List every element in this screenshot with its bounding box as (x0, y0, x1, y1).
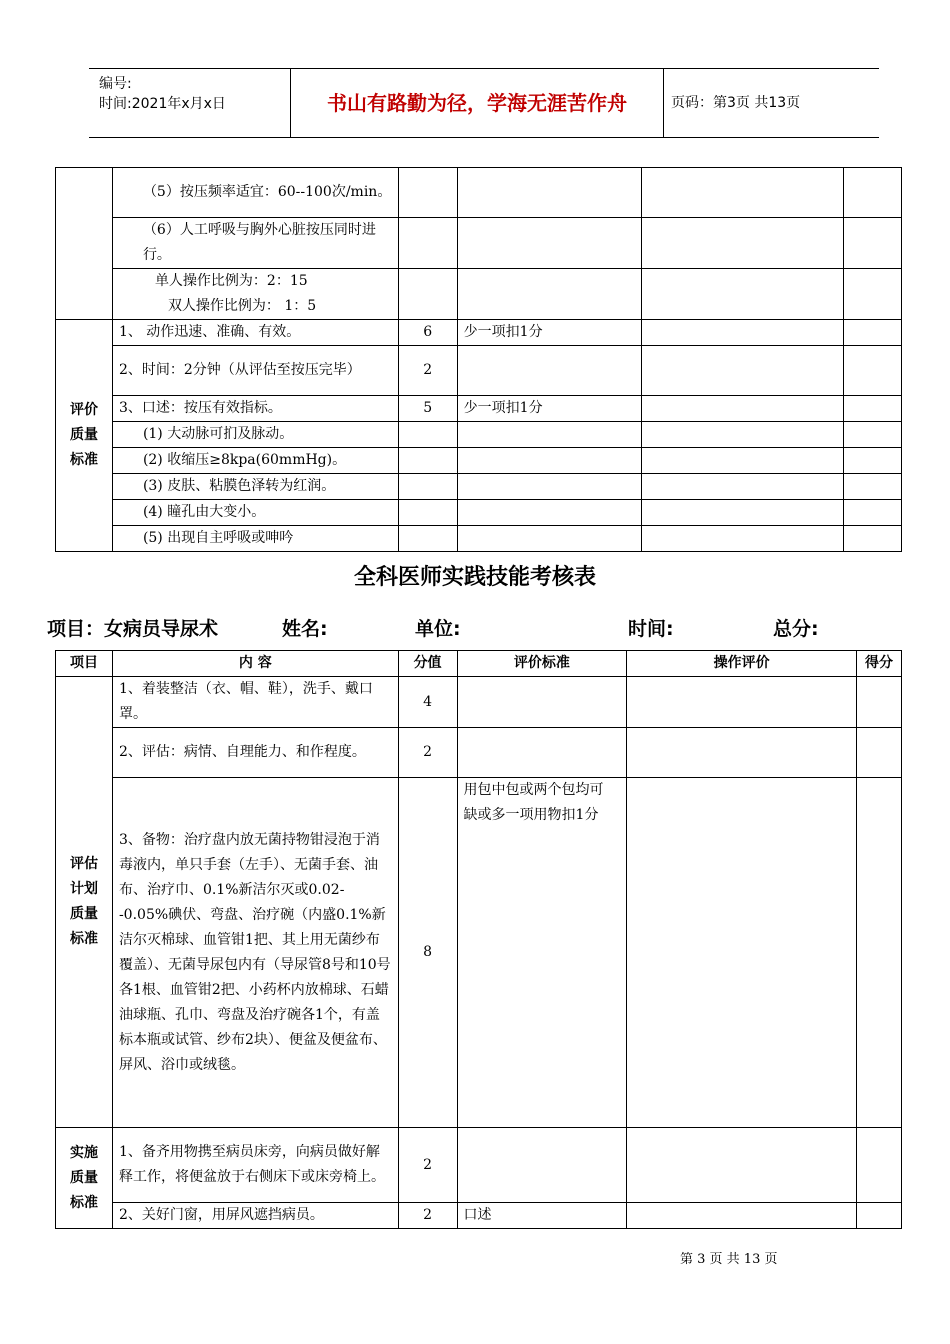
table-row (56, 778, 902, 1128)
col-header: 评价标准 (457, 651, 627, 677)
catheter-table (55, 650, 902, 1229)
row-content: （5）按压频率适宜：60--100次/min。 (112, 168, 398, 218)
row-std: 少一项扣1分 (457, 396, 642, 422)
row-score: 4 (398, 677, 457, 728)
table-row (56, 168, 902, 218)
meta-time: 时间: (628, 618, 674, 640)
row-content: 1、备齐用物携至病员床旁，向病员做好解释工作，将便盆放于右侧床下或床旁椅上。 (112, 1128, 398, 1203)
table-row (56, 396, 902, 422)
row-content: 3、备物：治疗盘内放无菌持物钳浸泡于消毒液内，单只手套（左手）、无菌手套、油布、治疗巾、0.1%新洁尔灭或0.02--0.05%碘伏、弯盘、治疗碗（内盛0.1%新洁尔灭棉球、血管钳1把、其上用无菌纱布覆盖）、无菌导尿包内有（导尿管8号和10号各1根、血管钳2把、小药杯内放棉球、石蜡油球瓶、孔巾、弯盘及治疗碗各1个，有盖标本瓶或试管、纱布2块）、便盆及便盆布、屏风、浴巾或绒毯。 (112, 778, 398, 1128)
table-row (56, 1128, 902, 1203)
meta-unit: 单位: (415, 618, 461, 640)
row-std: 用包中包或两个包均可 缺或多一项用物扣1分 (457, 778, 627, 1128)
table-header-row (56, 651, 902, 677)
row-content: 双人操作比例为： 1：5 (112, 294, 398, 320)
row-score: 2 (398, 1128, 457, 1203)
time-label: 时间:2021年x月x日 (99, 96, 226, 112)
form-title: 全科医师实践技能考核表 (353, 565, 596, 590)
row-score: 2 (398, 1203, 457, 1229)
row-content: (2) 收缩压≥8kpa(60mmHg)。 (112, 448, 398, 474)
header-meta (89, 69, 289, 137)
table-row (56, 422, 902, 448)
row-score: 6 (398, 320, 457, 346)
row-content: 2、时间：2分钟（从评估至按压完毕） (112, 346, 398, 396)
table-row (56, 500, 902, 526)
row-score: 2 (398, 346, 457, 396)
table-row (56, 448, 902, 474)
table-row (56, 526, 902, 552)
row-content: （6）人工呼吸与胸外心脏按压同时进行。 (112, 218, 398, 269)
number-label: 编号: (99, 76, 132, 92)
row-content: 1、 动作迅速、准确、有效。 (112, 320, 398, 346)
meta-name: 姓名: (282, 618, 328, 640)
meta-item: 项目：女病员导尿术 (47, 618, 219, 640)
section-label: 实施 质量 标准 (56, 1128, 113, 1229)
page-header (89, 68, 879, 138)
row-content: 3、口述：按压有效指标。 (112, 396, 398, 422)
table-row (56, 474, 902, 500)
row-std: 口述 (457, 1203, 627, 1229)
col-header: 项目 (56, 651, 113, 677)
table-row (56, 677, 902, 728)
table-row (56, 218, 902, 269)
section-label: 评价 质量 标准 (56, 320, 113, 552)
row-content: (4) 瞳孔由大变小。 (112, 500, 398, 526)
table-row (56, 1203, 902, 1229)
table-row (56, 320, 902, 346)
row-score: 2 (398, 728, 457, 778)
table-row (56, 728, 902, 778)
col-header: 得分 (856, 651, 901, 677)
row-content: 2、关好门窗，用屏风遮挡病员。 (112, 1203, 398, 1229)
col-header: 内 容 (112, 651, 398, 677)
meta-total: 总分: (773, 618, 819, 640)
table-row (56, 346, 902, 396)
col-header: 操作评价 (627, 651, 857, 677)
row-std: 少一项扣1分 (457, 320, 642, 346)
row-content: (3) 皮肤、粘膜色泽转为红润。 (112, 474, 398, 500)
page-footer: 第 3 页 共 13 页 (680, 1252, 778, 1267)
table-row (56, 269, 902, 295)
row-content: (1) 大动脉可扪及脉动。 (112, 422, 398, 448)
cpr-table (55, 167, 902, 552)
row-score: 5 (398, 396, 457, 422)
row-content: 单人操作比例为：2：15 (112, 269, 398, 295)
motto: 书山有路勤为径，学海无涯苦作舟 (290, 69, 664, 137)
row-score: 8 (398, 778, 457, 1128)
section-label: 评估 计划 质量 标准 (56, 677, 113, 1128)
row-content: 2、评估：病情、自理能力、和作程度。 (112, 728, 398, 778)
page-label: 页码：第3页 共13页 (671, 95, 801, 111)
col-header: 分值 (398, 651, 457, 677)
row-content: 1、着装整洁（衣、帽、鞋），洗手、戴口罩。 (112, 677, 398, 728)
row-content: (5) 出现自主呼吸或呻吟 (112, 526, 398, 552)
